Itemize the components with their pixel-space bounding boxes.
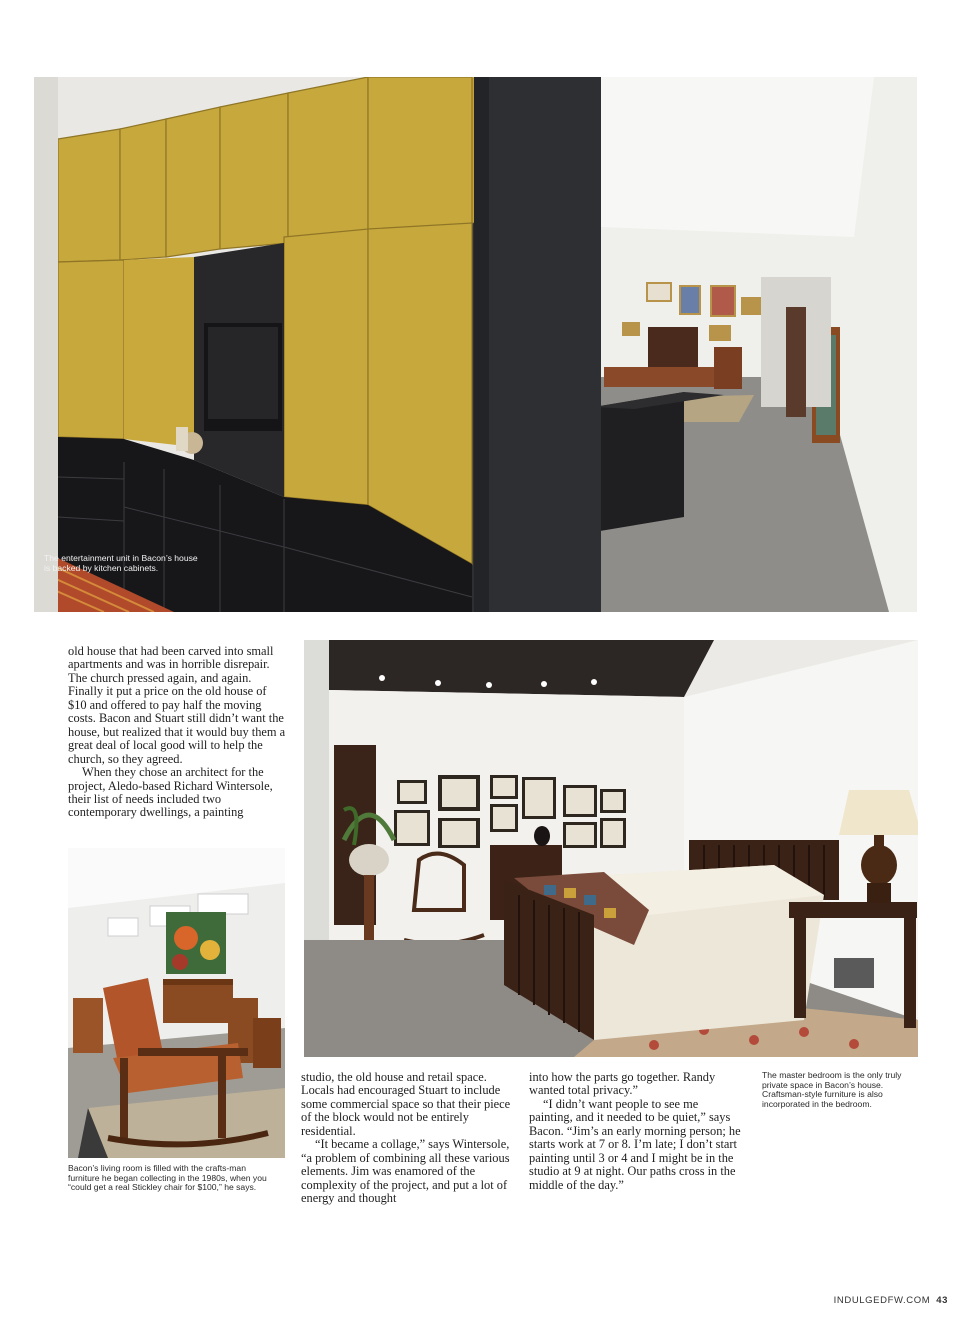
caption-master-bedroom: The master bedroom is the only truly private space in Bacon’s house. Craftsman-style furniture is also incorporated in the bedroom. [762,1070,902,1109]
paragraph: “It became a collage,” says Wintersole, “a problem of combining all these various elements. Jim was enamored of the complexity of the project, and put a lot of energy and thought [301,1137,510,1206]
paragraph: “I didn’t want people to see me painting, and it needed to be quiet,” says Bacon. “Jim’s an early morning person; he starts work at 7 or 8. I’m late; I don’t start painting until 3 or 4 and I might be in the studio at 9 at night. Our paths cross in the middle of the day.” [529,1096,741,1192]
photo-entertainment-unit [34,77,917,612]
paragraph: into how the parts go together. Randy wanted total privacy.” [529,1070,716,1098]
page-footer [834,1295,948,1306]
text-column-2 [301,1071,515,1206]
text-column-3 [529,1071,745,1192]
paragraph: When they chose an architect for the project, Aledo-based Richard Wintersole, their list of needs included two contemporary dwellings, a painting [68,765,273,820]
photo-living-room [68,848,285,1158]
text-column-1 [68,645,288,820]
caption-entertainment-unit: The entertainment unit in Bacon’s house is backed by kitchen cabinets. [44,553,198,573]
paragraph: studio, the old house and retail space. Locals had encouraged Stuart to include some commercial space so that their piece of the block would not be entirely residential. [301,1070,511,1138]
photo-master-bedroom [304,640,918,1057]
paragraph: old house that had been carved into small apartments and was in horrible disrepair. The church pressed again, and again. Finally it put a price on the old house of $10 and offered to pay half the moving costs. Bacon and Stuart still didn’t want the house, but realized that it would buy them a great deal of local good will to help the church, so they agreed. [68,644,286,766]
site-url[interactable]: INDULGEDFW.COM [833,1295,931,1306]
page-number: 43 [936,1295,948,1306]
caption-living-room: Bacon’s living room is filled with the crafts-man furniture he began collecting in the 1980s, when you “could get a real Stickley chair for $100,” he says. [68,1163,267,1193]
